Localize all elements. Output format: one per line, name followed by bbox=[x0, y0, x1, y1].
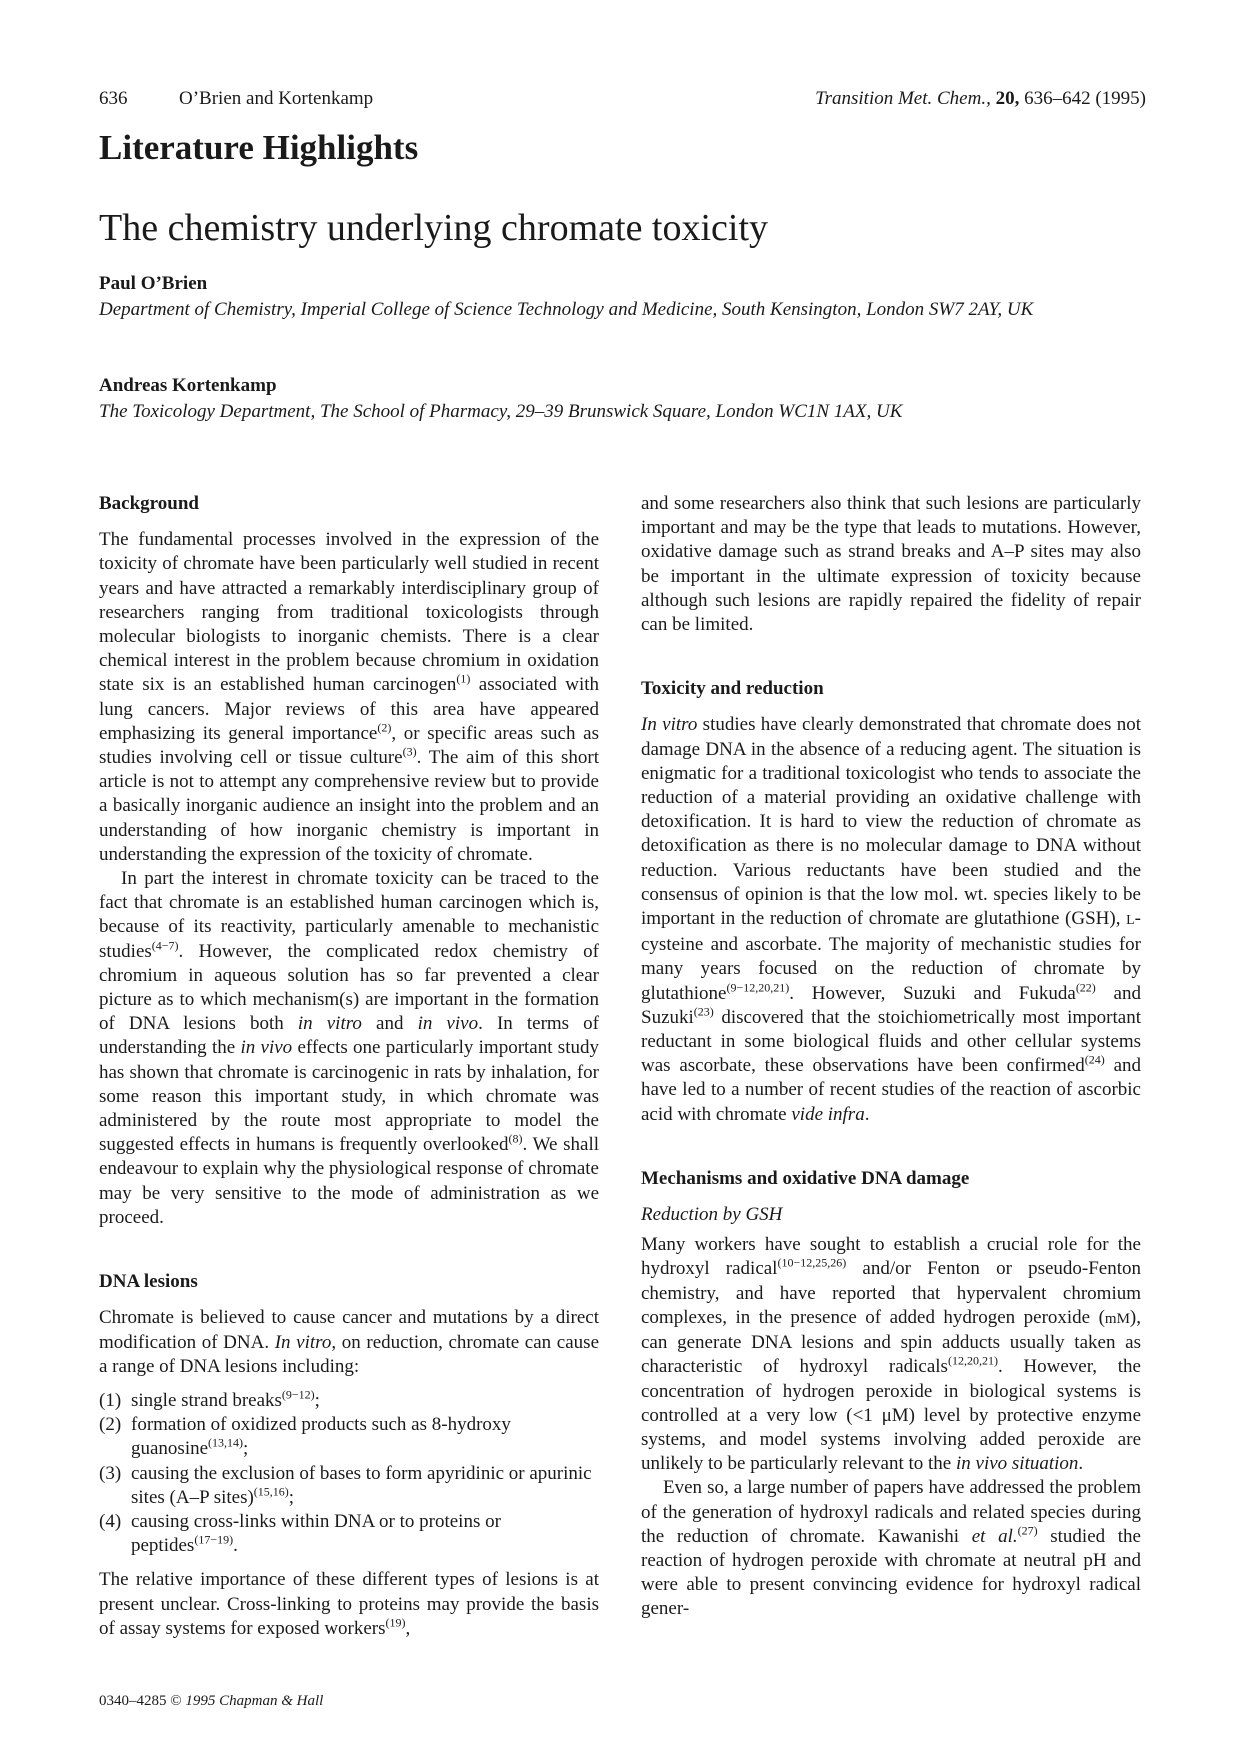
reference-marker: (1) bbox=[456, 672, 471, 687]
dna-lesions-intro: Chromate is believed to cause cancer and mutations by a direct modification of DNA. In vitro, on reduction, chromate can cause a range of DNA lesions including: bbox=[99, 1307, 599, 1377]
reference-marker: (8) bbox=[508, 1131, 523, 1146]
background-paragraph-1: The fundamental processes involved in the expression of the toxicity of chromate have been particularly well studied in recent years and have attracted a remarkably interdisciplinary group of researchers ranging from traditional toxicologists through molecular biologists to inorganic chemists. There is a clear chemical interest in the problem because chromium in oxidation state six is an established human carcinogen$^{(1)}$ associated with lung cancers. Major reviews of this area have appeared emphasizing its general importance$^{(2)}$, or specific areas such as studies involving cell or tissue culture$^{(3)}$. The aim of this short article is not to attempt any comprehensive review but to provide a basically inorganic audience an insight into the problem and an understanding of how inorganic chemistry is important in understanding the expression of the toxicity of chromate. bbox=[99, 529, 599, 865]
reference-marker: (4−7) bbox=[151, 938, 179, 953]
page-number: 636 bbox=[99, 88, 128, 109]
section-heading-background: Background bbox=[99, 493, 199, 514]
list-item: (2) formation of oxidized products such as 8-hydroxy guanosine$^{(13,14)}$; bbox=[99, 1414, 511, 1460]
reference-marker: (19) bbox=[385, 1615, 406, 1630]
author-affiliation-2: The Toxicology Department, The School of Pharmacy, 29–39 Brunswick Square, London WC1N 1AX, UK bbox=[99, 401, 903, 422]
reference-marker: (9−12,20,21) bbox=[726, 980, 790, 995]
list-item: (4) causing cross-links within DNA or to proteins or peptides$^{(17-19)}$. bbox=[99, 1510, 501, 1557]
reference-marker: (10−12,25,26) bbox=[777, 1256, 847, 1271]
list-item: (1) single strand breaks$^{(9-12)}$; bbox=[99, 1387, 320, 1411]
reference-marker: (23) bbox=[693, 1004, 714, 1019]
dna-lesions-list bbox=[99, 1389, 599, 1558]
reference-marker: (22) bbox=[1075, 980, 1096, 995]
left-column bbox=[99, 492, 599, 1641]
reference-marker: (3) bbox=[402, 744, 417, 759]
journal-volume: 20, bbox=[995, 88, 1020, 109]
mechanisms-paragraph-1: Many workers have sought to establish a crucial role for the hydroxyl radical$^{(10-12,25,26)}$ and/or Fenton or pseudo-Fenton chemistry, and have reported that hypervalent chromium complexes, in the presence of added hydrogen peroxide (mM), can generate DNA lesions and spin adducts usually taken as characteristic of hydroxyl radicals$^{(12,20,21)}$. However, the concentration of hydrogen peroxide in biological systems is controlled at a very low (<1 μM) level by protective enzyme systems, and model systems involving added peroxide are unlikely to be particularly relevant to the in vivo situation. bbox=[641, 1234, 1142, 1475]
section-label: Literature Highlights bbox=[99, 128, 419, 167]
journal-citation bbox=[815, 88, 1146, 110]
footer-copyright: 0340–4285 © 1995 Chapman & Hall bbox=[99, 1693, 324, 1709]
journal-pages-year: 636–642 (1995) bbox=[1024, 88, 1146, 109]
subsection-heading-reduction-gsh: Reduction by GSH bbox=[641, 1204, 783, 1226]
journal-name: Transition Met. Chem., bbox=[815, 88, 991, 109]
section-heading-dna-lesions: DNA lesions bbox=[99, 1271, 198, 1293]
section-heading-toxicity: Toxicity and reduction bbox=[641, 678, 824, 700]
author-name-1: Paul O’Brien bbox=[99, 273, 208, 294]
running-head bbox=[99, 88, 1146, 114]
reference-marker: (27) bbox=[1017, 1523, 1038, 1538]
mechanisms-paragraph-2: Even so, a large number of papers have addressed the problem of the generation of hydroxyl radicals and related species during the reduction of chromate. Kawanishi et al.$^{(27)}$ studied the reaction of hydrogen peroxide with chromate at neutral pH and were able to present convincing evidence for hydroxyl radical gener- bbox=[641, 1477, 1141, 1620]
background-paragraph-2: In part the interest in chromate toxicity can be traced to the fact that chromate is an established human carcinogen which is, because of its reactivity, particularly amenable to mechanistic studies$^{(4-7)}$. However, the complicated redox chemistry of chromium in aqueous solution has so far prevented a clear picture as to which mechanism(s) are important in the formation of DNA lesions both in vitro and in vivo. In terms of understanding the in vivo effects one particularly important study has shown that chromate is carcinogenic in rats by inhalation, for some reason this important study, in which chromate was administered by the route most appropriate to model the suggested effects in humans is frequently overlooked$^{(8)}$. We shall endeavour to explain why the physiological response of chromate may be very sensitive to the mode of administration as we proceed. bbox=[99, 868, 600, 1228]
list-item: (3) causing the exclusion of bases to form apyridinic or apurinic sites (A–P sites)$^{(15,16)}$; bbox=[99, 1462, 592, 1508]
dna-lesions-outro: The relative importance of these different types of lesions is at present unclear. Cross-linking to proteins may provide the basis of assay systems for exposed workers$^{(19)}$, bbox=[99, 1569, 599, 1639]
author-name-2: Andreas Kortenkamp bbox=[99, 375, 277, 396]
reference-marker: (12,20,21) bbox=[947, 1353, 998, 1368]
article-title: The chemistry underlying chromate toxicity bbox=[99, 207, 769, 249]
author-affiliation-1: Department of Chemistry, Imperial College of Science Technology and Medicine, South Kensington, London SW7 2AY, UK bbox=[99, 299, 1034, 320]
section-heading-mechanisms: Mechanisms and oxidative DNA damage bbox=[641, 1167, 970, 1189]
running-head-authors: O’Brien and Kortenkamp bbox=[179, 88, 374, 109]
reference-marker: (2) bbox=[377, 720, 392, 735]
continued-paragraph: and some researchers also think that such lesions are particularly important and may be the type that leads to mutations. However, oxidative damage such as strand breaks and A–P sites may also be important in the ultimate expression of toxicity because although such lesions are rapidly repaired the fidelity of repair can be limited. bbox=[641, 493, 1141, 636]
toxicity-paragraph: In vitro studies have clearly demonstrated that chromate does not damage DNA in the absence of a reducing agent. The situation is enigmatic for a traditional toxicologist who tends to associate the reduction of a material providing an oxidative challenge with detoxification. It is hard to view the reduction of chromate as detoxification as there is no molecular damage to DNA without reduction. Various reductants have been studied and the consensus of opinion is that the low mol. wt. species likely to be important in the reduction of chromate are glutathione (GSH), L-cysteine and ascorbate. The majority of mechanistic studies for many years focused on the reduction of chromate by glutathione$^{(9-12,20,21)}$. However, Suzuki and Fukuda$^{(22)}$ and Suzuki$^{(23)}$ discovered that the stoichiometrically most important reductant in some biological fluids and other cellular systems was ascorbate, these observations have been confirmed$^{(24)}$ and have led to a number of recent studies of the reaction of ascorbic acid with chromate vide infra. bbox=[641, 714, 1142, 1125]
reference-marker: (24) bbox=[1084, 1052, 1105, 1067]
right-column bbox=[641, 492, 1141, 1622]
